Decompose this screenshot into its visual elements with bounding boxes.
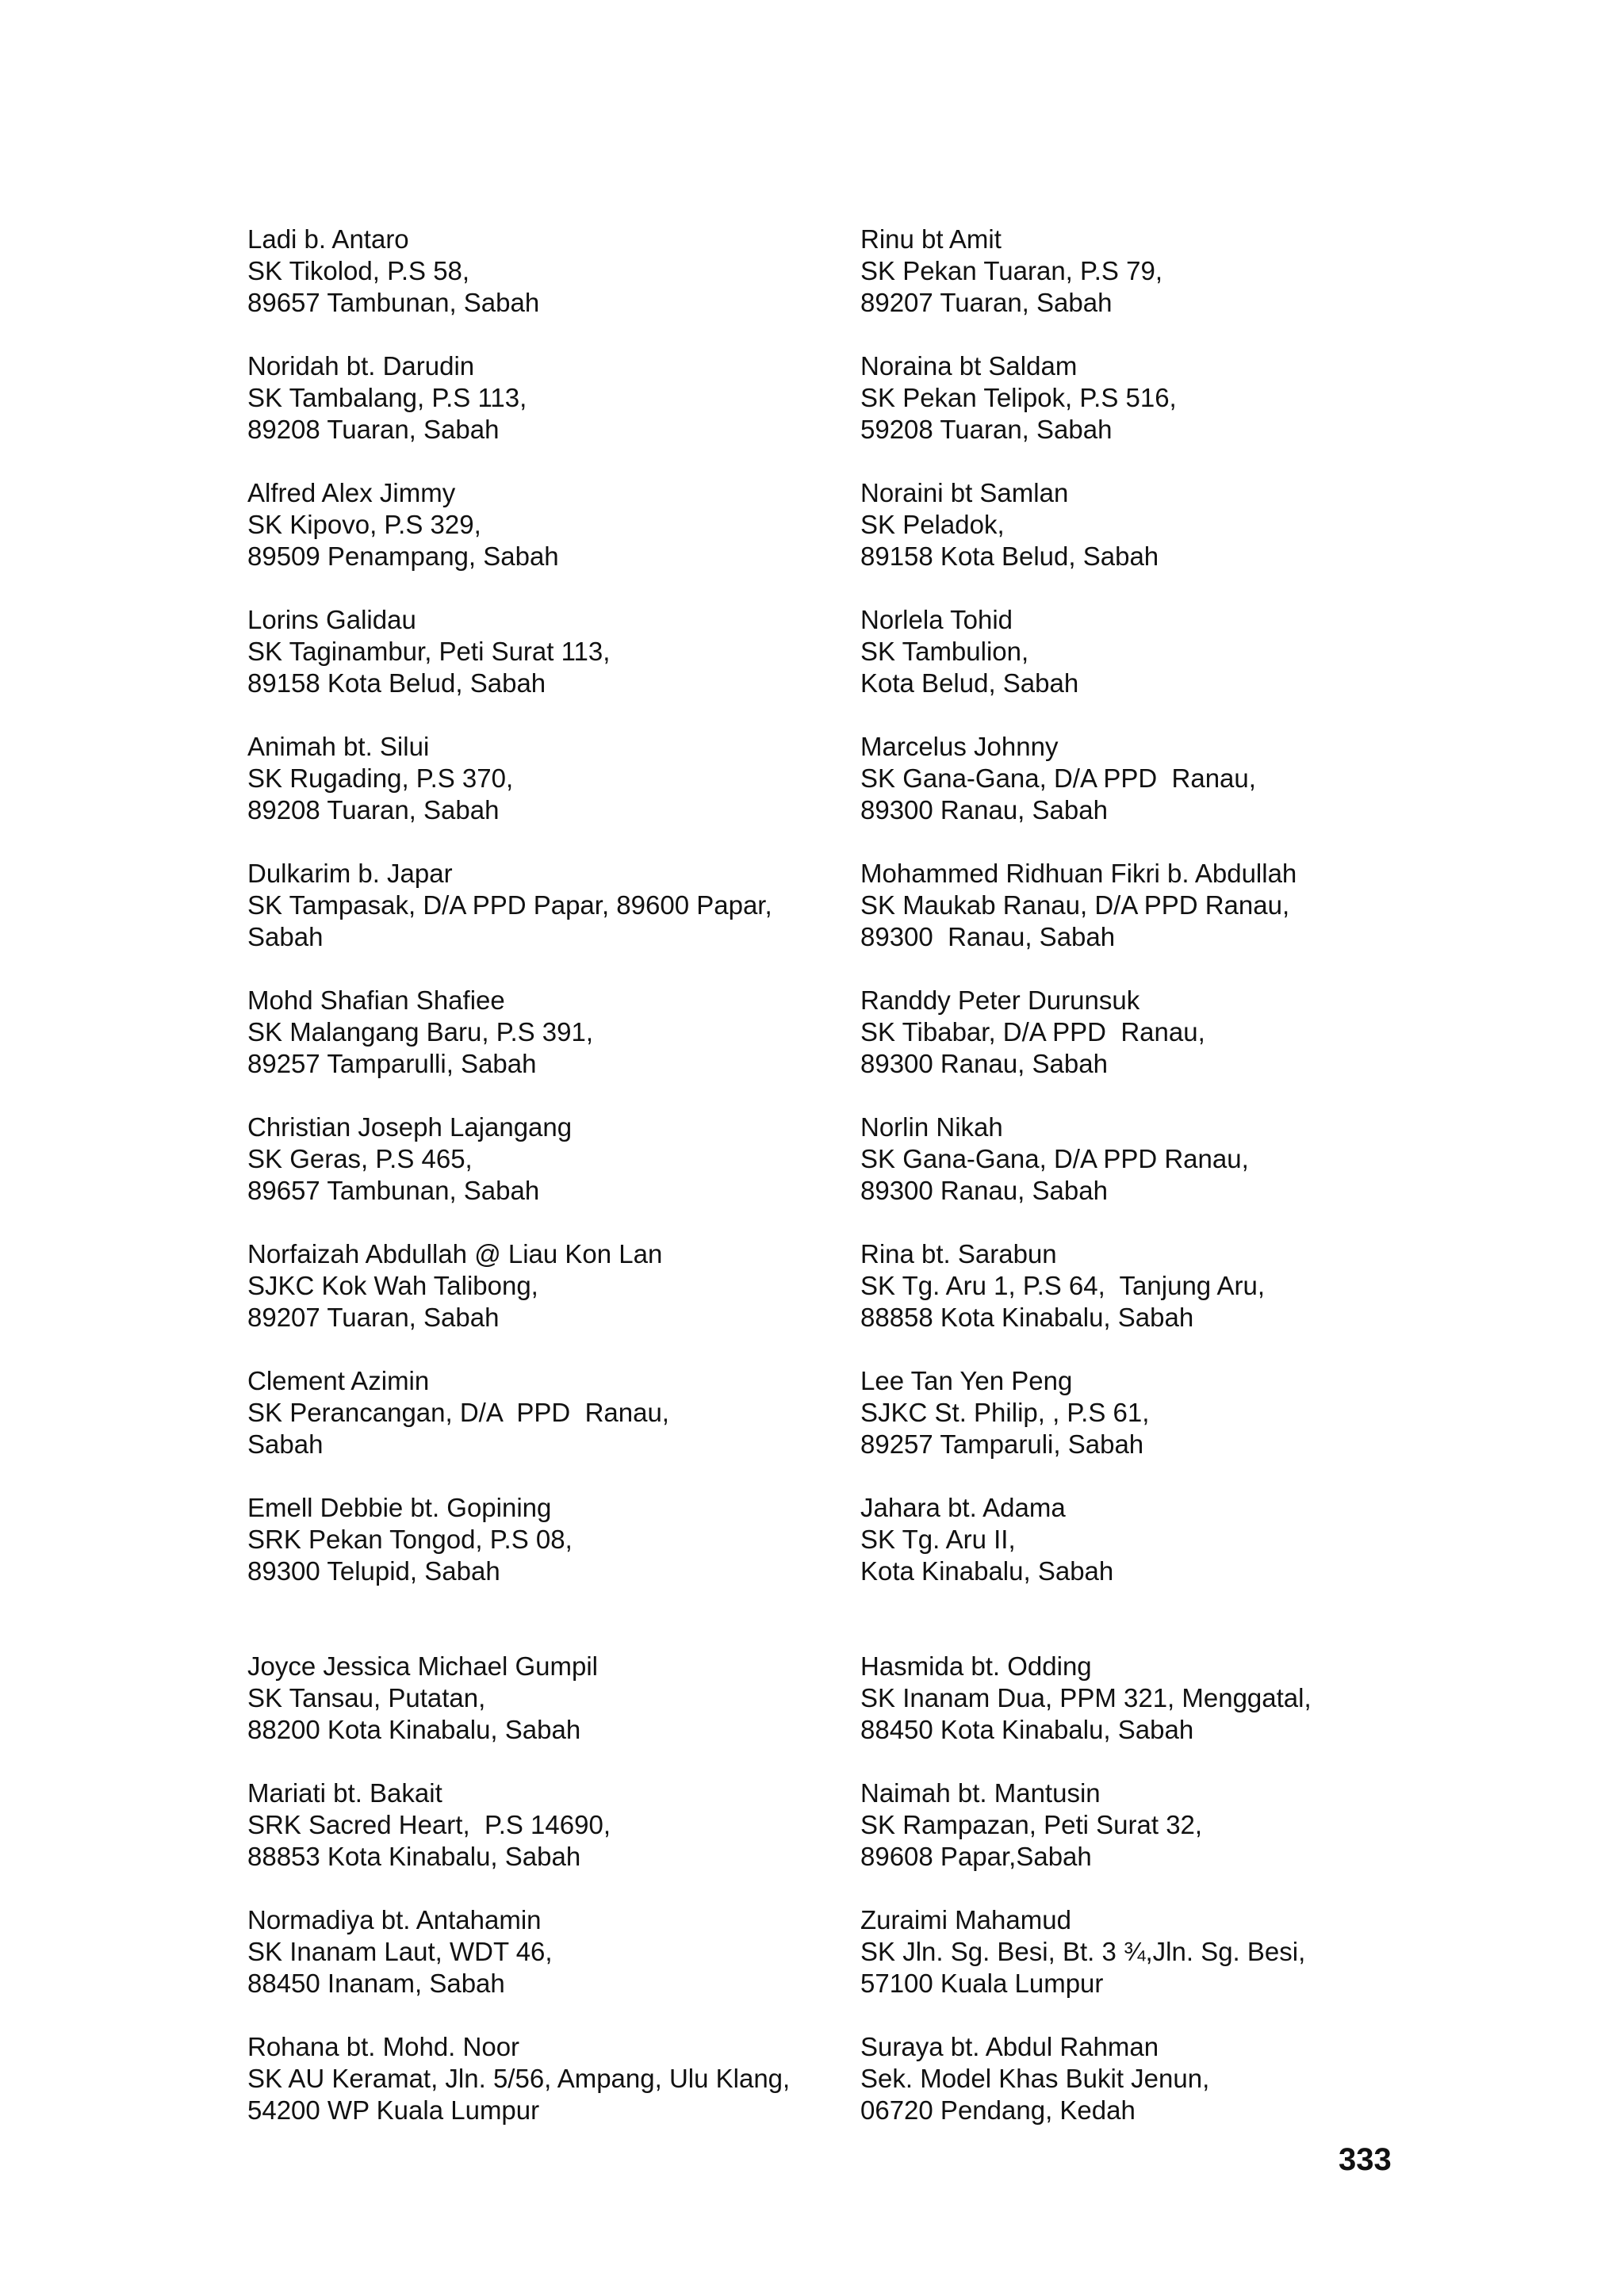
address-entry [247,858,834,953]
recipient-name: Norlin Nikah [860,1112,1003,1142]
address-line: SK Geras, P.S 465, [247,1144,473,1173]
address-line: 89300 Telupid, Sabah [247,1556,500,1586]
address-entry [860,1777,1447,1873]
address-entry [247,1492,834,1587]
address-line: SK Inanam Laut, WDT 46, [247,1937,553,1966]
right-column [860,224,1447,2158]
recipient-name: Lorins Galidau [247,605,416,634]
address-line: SK Tg. Aru II, [860,1525,1016,1554]
address-line: Sabah [247,922,324,951]
address-line: SRK Pekan Tongod, P.S 08, [247,1525,573,1554]
recipient-name: Norlela Tohid [860,605,1013,634]
address-entry [247,1112,834,1207]
address-line: 89158 Kota Belud, Sabah [860,541,1159,571]
left-column [247,224,834,2158]
recipient-name: Zuraimi Mahamud [860,1905,1071,1934]
recipient-name: Joyce Jessica Michael Gumpil [247,1651,598,1681]
address-line: 89208 Tuaran, Sabah [247,415,500,444]
address-entry [860,731,1447,826]
address-line: SK Tg. Aru 1, P.S 64, Tanjung Aru, [860,1271,1266,1300]
address-line: 89608 Papar,Sabah [860,1842,1092,1871]
address-entry [860,858,1447,953]
address-line: 88450 Inanam, Sabah [247,1969,505,1998]
recipient-name: Emell Debbie bt. Gopining [247,1493,552,1522]
address-line: 89657 Tambunan, Sabah [247,1176,540,1205]
address-entry [860,1904,1447,1999]
address-entry [247,2031,834,2126]
address-line: SK Kipovo, P.S 329, [247,510,481,539]
recipient-name: Clement Azimin [247,1366,430,1395]
address-line: 88450 Kota Kinabalu, Sabah [860,1715,1194,1744]
address-line: 57100 Kuala Lumpur [860,1969,1104,1998]
address-line: SK Tikolod, P.S 58, [247,256,470,285]
address-line: SJKC St. Philip, , P.S 61, [860,1398,1150,1427]
address-line: SK Tambulion, [860,637,1029,666]
address-entry [247,731,834,826]
address-line: SK Maukab Ranau, D/A PPD Ranau, [860,890,1290,920]
recipient-name: Mohd Shafian Shafiee [247,985,505,1015]
address-entry [247,350,834,446]
address-line: SK Tibabar, D/A PPD Ranau, [860,1017,1205,1047]
address-line: 89257 Tamparuli, Sabah [860,1429,1144,1459]
address-line: 89208 Tuaran, Sabah [247,795,500,825]
address-line: SK Perancangan, D/A PPD Ranau, [247,1398,669,1427]
address-entry [860,1365,1447,1460]
recipient-name: Noridah bt. Darudin [247,351,475,381]
address-entry [247,1238,834,1334]
address-line: 89207 Tuaran, Sabah [860,288,1113,317]
address-entry [247,1904,834,1999]
address-line: SK Pekan Tuaran, P.S 79, [860,256,1162,285]
address-line: SK Tambalang, P.S 113, [247,383,527,412]
recipient-name: Mohammed Ridhuan Fikri b. Abdullah [860,859,1297,888]
address-entry [247,1651,834,1746]
address-entry [247,477,834,572]
address-entry [860,477,1447,572]
address-entry [860,1492,1447,1587]
address-line: SK Jln. Sg. Besi, Bt. 3 ¾,Jln. Sg. Besi, [860,1937,1306,1966]
recipient-name: Jahara bt. Adama [860,1493,1066,1522]
address-line: 89158 Kota Belud, Sabah [247,668,546,698]
address-line: SK AU Keramat, Jln. 5/56, Ampang, Ulu Klang, [247,2064,791,2093]
recipient-name: Naimah bt. Mantusin [860,1778,1101,1808]
recipient-name: Mariati bt. Bakait [247,1778,442,1808]
address-line: SK Inanam Dua, PPM 321, Menggatal, [860,1683,1312,1712]
recipient-name: Ladi b. Antaro [247,224,409,254]
recipient-name: Normadiya bt. Antahamin [247,1905,542,1934]
address-entry [860,1651,1447,1746]
address-entry [247,1777,834,1873]
address-line: 89207 Tuaran, Sabah [247,1303,500,1332]
address-line: Kota Belud, Sabah [860,668,1079,698]
address-entry [247,604,834,699]
address-entry [860,1112,1447,1207]
address-entry [860,2031,1447,2126]
address-line: 89657 Tambunan, Sabah [247,288,540,317]
address-line: 88853 Kota Kinabalu, Sabah [247,1842,581,1871]
recipient-name: Rinu bt Amit [860,224,1002,254]
address-line: SK Tampasak, D/A PPD Papar, 89600 Papar, [247,890,772,920]
address-line: SK Tansau, Putatan, [247,1683,486,1712]
recipient-name: Christian Joseph Lajangang [247,1112,573,1142]
recipient-name: Alfred Alex Jimmy [247,478,456,507]
address-line: SRK Sacred Heart, P.S 14690, [247,1810,611,1839]
address-line: SK Rampazan, Peti Surat 32, [860,1810,1203,1839]
address-entry [860,1238,1447,1334]
address-line: 89300 Ranau, Sabah [860,795,1108,825]
recipient-name: Norfaizah Abdullah @ Liau Kon Lan [247,1239,663,1269]
address-line: SK Gana-Gana, D/A PPD Ranau, [860,1144,1249,1173]
address-line: 89257 Tamparulli, Sabah [247,1049,537,1078]
recipient-name: Noraina bt Saldam [860,351,1078,381]
address-line: Kota Kinabalu, Sabah [860,1556,1114,1586]
address-entry [247,1365,834,1460]
address-line: SK Rugading, P.S 370, [247,763,514,793]
address-entry [860,604,1447,699]
address-line: SK Malangang Baru, P.S 391, [247,1017,594,1047]
address-line: SK Gana-Gana, D/A PPD Ranau, [860,763,1256,793]
address-line: 54200 WP Kuala Lumpur [247,2095,540,2125]
address-line: 89300 Ranau, Sabah [860,922,1116,951]
address-line: Sabah [247,1429,324,1459]
recipient-name: Lee Tan Yen Peng [860,1366,1073,1395]
address-line: 88858 Kota Kinabalu, Sabah [860,1303,1194,1332]
address-line: SK Pekan Telipok, P.S 516, [860,383,1177,412]
address-line: 59208 Tuaran, Sabah [860,415,1113,444]
address-line: SK Peladok, [860,510,1005,539]
recipient-name: Animah bt. Silui [247,732,430,761]
address-entry [247,985,834,1080]
recipient-name: Randdy Peter Durunsuk [860,985,1140,1015]
address-line: 89509 Penampang, Sabah [247,541,559,571]
address-entry [860,224,1447,319]
address-entry [860,350,1447,446]
recipient-name: Rina bt. Sarabun [860,1239,1057,1269]
address-line: SK Taginambur, Peti Surat 113, [247,637,611,666]
address-entry [247,224,834,319]
address-line: 89300 Ranau, Sabah [860,1049,1108,1078]
address-line: 88200 Kota Kinabalu, Sabah [247,1715,581,1744]
recipient-name: Rohana bt. Mohd. Noor [247,2032,520,2061]
recipient-name: Suraya bt. Abdul Rahman [860,2032,1159,2061]
recipient-name: Noraini bt Samlan [860,478,1069,507]
page-number: 333 [1339,2142,1392,2177]
address-line: 06720 Pendang, Kedah [860,2095,1136,2125]
recipient-name: Hasmida bt. Odding [860,1651,1092,1681]
recipient-name: Dulkarim b. Japar [247,859,453,888]
address-line: SJKC Kok Wah Talibong, [247,1271,538,1300]
address-entry [860,985,1447,1080]
recipient-name: Marcelus Johnny [860,732,1059,761]
address-line: Sek. Model Khas Bukit Jenun, [860,2064,1210,2093]
address-line: 89300 Ranau, Sabah [860,1176,1108,1205]
